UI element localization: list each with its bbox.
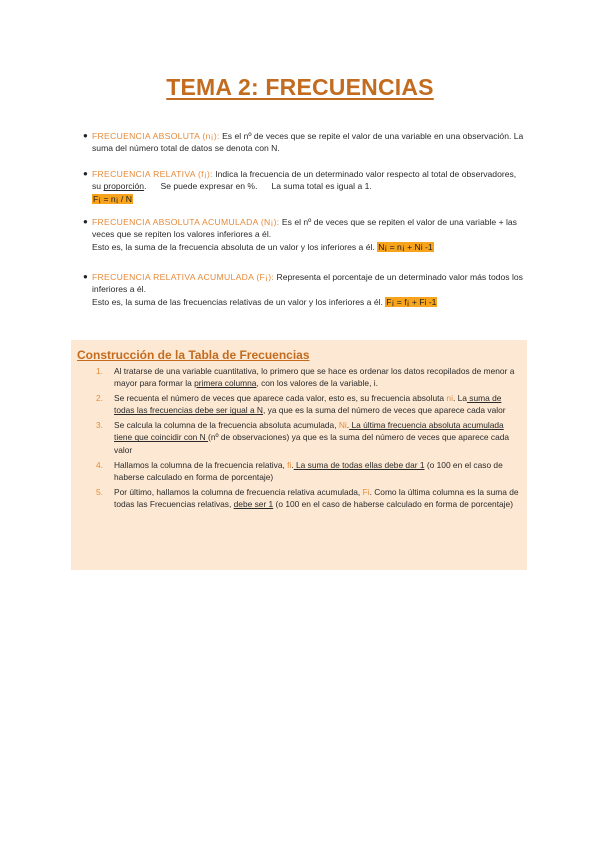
step-underlined: primera columna [194,378,257,389]
step-item [96,365,520,389]
definition-text-underlined: proporción [103,181,145,192]
construction-title: Construcción de la Tabla de Frecuencias [77,348,310,362]
bullet-icon: ● [83,217,88,226]
definition-text: Esto es, la suma de las frecuencias relativas de un valor y los inferiores a él. [92,296,383,307]
step-item [96,459,520,483]
step-symbol: Fi [362,486,370,497]
definition-text: Esto es, la suma de la frecuencia absoluta de un valor y los inferiores a él. [92,241,375,252]
step-number: 2. [96,393,103,404]
formula-highlight: N¡ = n¡ + Ni -1 [378,241,433,252]
step-symbol: ni [446,393,453,404]
step-underlined: La suma de todas ellas debe dar 1 [293,459,425,470]
step-number: 1. [96,366,103,376]
definition-text: Es el nº de veces que se repiten el valor de una variable + las veces que se repiten los valores inferiores a él. [92,217,517,240]
step-text: , ya que es la suma del número de veces que aparece cada valor [262,405,506,416]
definition-relative-accumulated [83,271,524,311]
definition-text: Representa el porcentaje de un determinado valor más todos los inferiores a él. [92,272,523,295]
definition-relative [83,168,524,216]
definition-text: Se puede expresar en %. [160,181,258,192]
step-text: Por último, hallamos la columna de frecuencia relativa acumulada, [114,486,363,497]
step-text: . [291,459,294,470]
definition-text: . [144,181,147,192]
step-text: Se recuenta el número de veces que aparece cada valor, esto es, su frecuencia absoluta [114,393,447,404]
construction-box [71,340,527,570]
definition-term: FRECUENCIA RELATIVA (f¡): [92,169,213,179]
step-text: (nº de observaciones) ya que es la suma del número de veces que aparece cada valor [114,432,510,455]
step-item [96,392,520,416]
step-underlined: suma de todas las frecuencias debe ser igual a N [114,393,502,416]
definition-text: La suma total es igual a 1. [271,181,372,192]
step-item [96,419,520,455]
step-text: (o 100 en el caso de haberse calculado en forma de porcentaje) [114,459,503,482]
step-item [96,486,520,510]
step-text: Al tratarse de una variable cuantitativa, lo primero que se hace es ordenar los datos recopilados de menor a mayor para formar la [114,366,515,389]
step-number: 4. [96,459,103,470]
definition-absolute-accumulated [83,216,524,271]
formula-highlight: F¡ = f¡ + Fi -1 [386,296,437,307]
step-text: . [346,420,350,431]
step-number: 5. [96,486,103,497]
definition-term: FRECUENCIA ABSOLUTA ACUMULADA (N¡): [92,217,280,227]
formula-highlight: F¡ = n¡ / N [93,193,132,204]
bullet-icon: ● [83,272,88,281]
step-symbol: fi [287,459,292,470]
step-text: Se calcula la columna de la frecuencia absoluta acumulada, [114,420,339,431]
definition-absolute [83,130,524,168]
step-text: , con los valores de la variable, i. [256,378,378,389]
step-text: . Como la última columna es la suma de todas las Frecuencias relativas, [114,486,519,509]
step-symbol: Ni [338,420,347,431]
step-number: 3. [96,420,103,431]
bullet-icon: ● [83,131,88,140]
page-title: TEMA 2: FRECUENCIAS [166,74,434,100]
step-underlined: La última frecuencia absoluta acumulada tiene que coincidir con N [114,420,504,443]
definitions-list [83,130,524,311]
definition-term: FRECUENCIA ABSOLUTA (n¡): [92,131,220,141]
bullet-icon: ● [83,169,88,178]
step-underlined: debe ser 1 [233,498,274,509]
step-text: (o 100 en el caso de haberse calculado en forma de porcentaje) [273,498,513,509]
definition-text: Indica la frecuencia de un determinado valor respecto al total de observadores, su [92,169,517,192]
definition-term: FRECUENCIA RELATIVA ACUMULADA (F¡): [92,272,275,282]
step-text: Hallamos la columna de la frecuencia relativa, [114,459,288,470]
construction-steps [96,365,520,513]
step-text: . La [452,393,467,404]
definition-text: Es el nº de veces que se repite el valor de una variable en una observación. La suma del número total de datos se denota con N. [92,131,524,154]
